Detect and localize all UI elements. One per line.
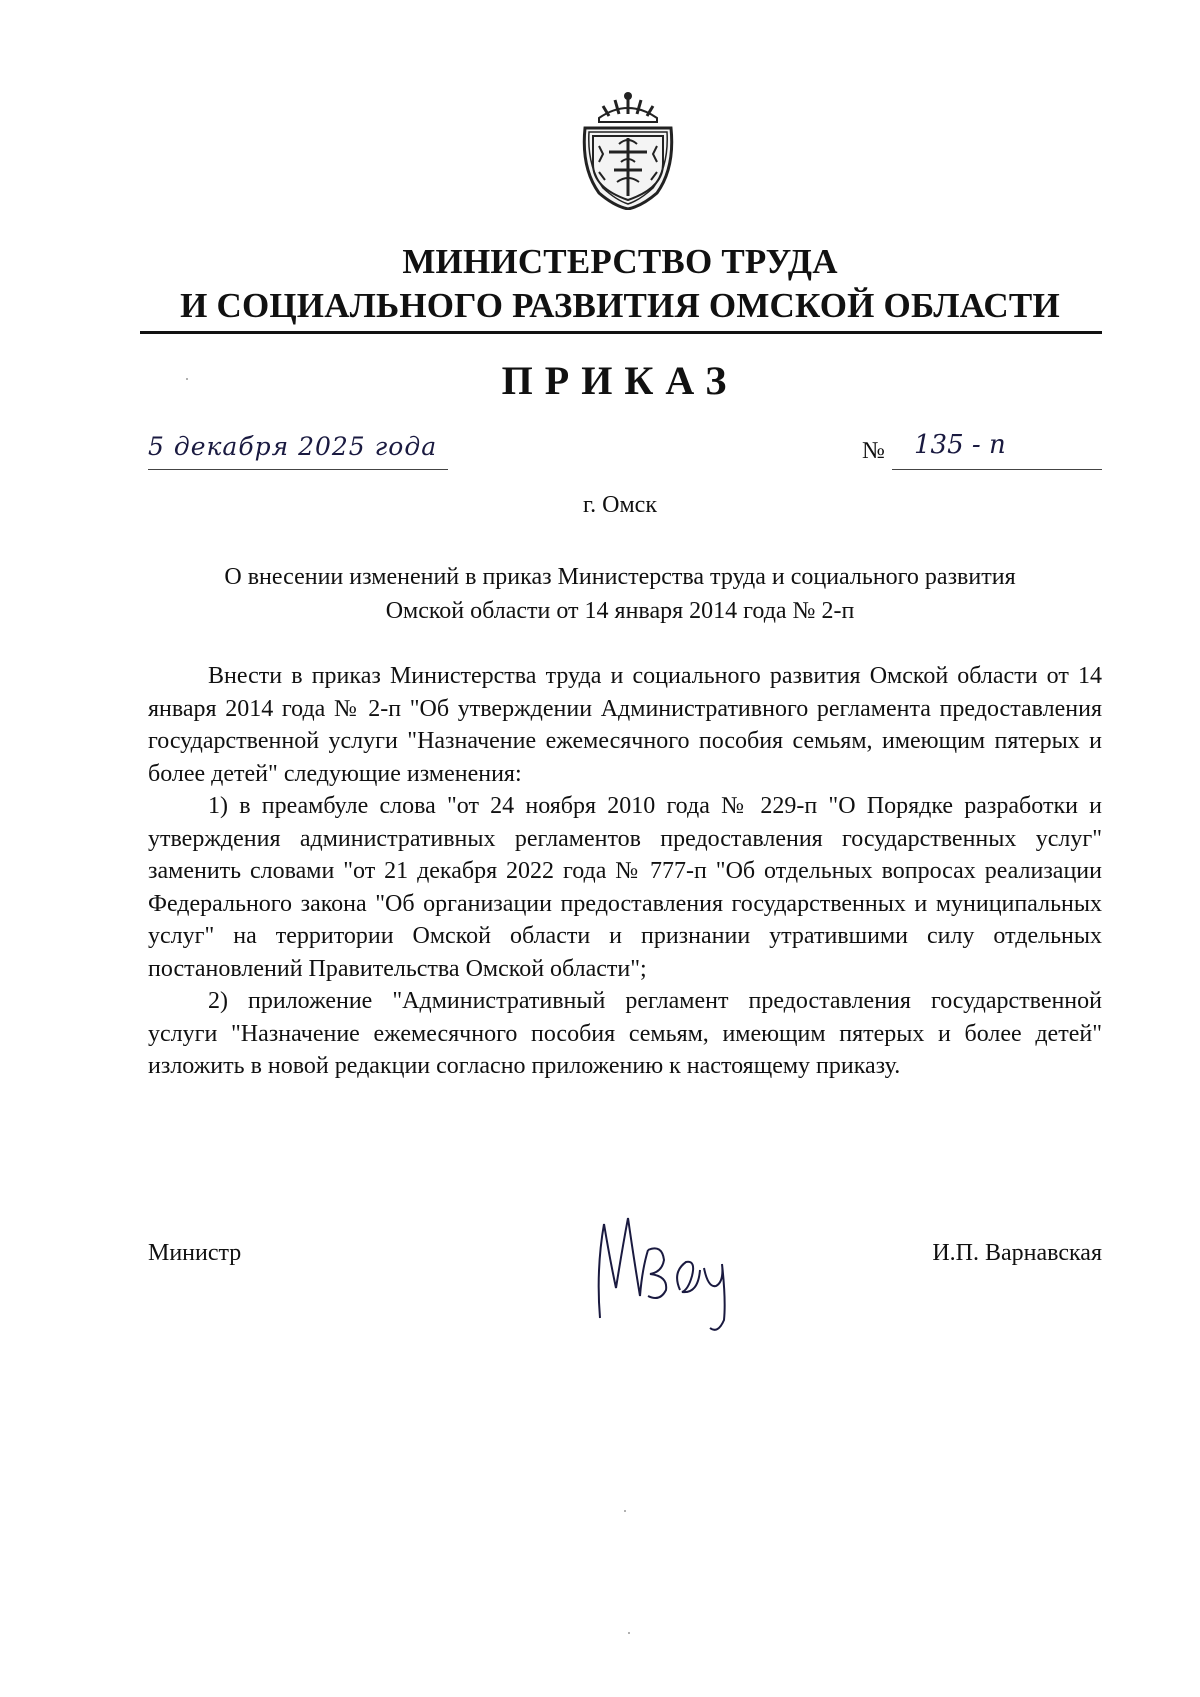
body-item-2: 2) приложение "Административный регламент предоставления государственной услуги "Назначение ежемесячного пособия семьям, имеющим пятерых и более детей" изложить в новой редакции согласно приложению к настоящему приказу. (148, 988, 1102, 1079)
number-underline (892, 469, 1102, 470)
handwritten-signature (586, 1210, 756, 1340)
signatory-position: Министр (148, 1240, 242, 1266)
ministry-name-line1: МИНИСТЕРСТВО ТРУДА (402, 242, 838, 281)
scan-speck (628, 1632, 630, 1634)
scan-speck (186, 378, 188, 380)
date-underline (148, 469, 448, 470)
order-date (148, 432, 448, 472)
scan-speck (624, 1510, 626, 1512)
document-type-title: ПРИКАЗ (501, 358, 739, 403)
signatory-name: И.П. Варнавская (932, 1240, 1102, 1266)
body-intro-paragraph: Внести в приказ Министерства труда и социального развития Омской области от 14 января 2014 года № 2-п "Об утверждении Административного регламента предоставления государственной услуги "Назначение ежемесячного пособия семьям, имеющим пятерых и более детей" следующие изменения: (148, 663, 1102, 787)
subject-line1: О внесении изменений в приказ Министерства труда и социального развития (224, 564, 1016, 590)
order-number-handwritten: 135 - п (914, 430, 1006, 460)
order-body (148, 660, 1102, 1083)
number-sign: № (862, 438, 885, 464)
coat-of-arms-icon (579, 88, 677, 210)
order-date-handwritten: 5 декабря 2025 года (148, 432, 438, 461)
city: г. Омск (583, 492, 657, 518)
body-item-1: 1) в преамбуле слова "от 24 ноября 2010 года № 229-п "О Порядке разработки и утверждения административных регламентов предоставления государственных услуг" заменить словами "от 21 декабря 2022 года № 777-п "Об отдельных вопросах реализации Федерального закона "Об организации предоставления государственных и муниципальных услуг" на территории Омской области и признании утратившими силу отдельных постановлений Правительства Омской области"; (148, 793, 1102, 982)
order-number (862, 432, 1102, 472)
ministry-name-line2: И СОЦИАЛЬНОГО РАЗВИТИЯ ОМСКОЙ ОБЛАСТИ (180, 286, 1060, 325)
subject-line2: Омской области от 14 января 2014 года № 2-п (385, 598, 855, 624)
order-subject (140, 560, 1100, 628)
header-divider (140, 331, 1102, 334)
